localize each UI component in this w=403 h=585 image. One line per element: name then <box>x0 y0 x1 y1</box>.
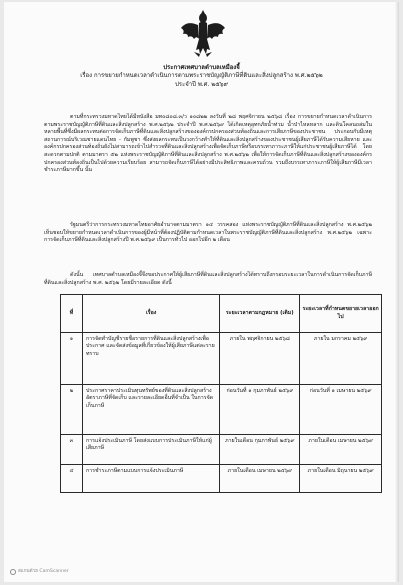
header-topic: เรื่อง <box>82 295 220 333</box>
paragraph-background: ตามที่กระทรวงมหาดไทยได้มีหนังสือ มท๐๘๐๘.๓/ว ๑๐๘๒๒ ลงวันที่ ๒๘ พฤศจิกายน ๒๕๖๘ เรื่อง การขยายกำหนดเวลาดำเนินการตามพระราชบัญญัติภาษีที่ดินและสิ่งปลูกสร้าง พ.ศ.๒๕๖๒ ประจำปี พ.ศ.๒๕๖๙ ได้เกิดเหตุอุทกภัยน้ำท่วม น้ำป่าไหลหลาก และดินโคลนถล่มในหลายพื้นที่ซึ่งมีผลกระทบต่อการจัดเก็บภาษีที่ดินและสิ่งปลูกสร้างขององค์กรปกครองส่วนท้องถิ่นและการเสียภาษีของประชาชน ประกอบกับมีเหตุสถานการณ์บริเวณชายแดนไทย - กัมพูชา ซึ่งส่งผลกระทบเป็นวงกว้างทำให้ที่ดินและสิ่งปลูกสร้างของประชาชนผู้เสียภาษีได้รับความเสียหาย และองค์กรปกครองส่วนท้องถิ่นยังไม่สามารถเข้าไปสำรวจที่ดินและสิ่งปลูกสร้างเพื่อจัดเก็บภาษีหรือบรรเทาภาระภาษีให้แก่ประชาชนผู้เสียภาษีได้ โดยสะดวกตามปกติ ตามมาตรา ๕๒ แห่งพระราชบัญญัติภาษีที่ดินและสิ่งปลูกสร้าง พ.ศ.๒๕๖๒ เพื่อให้การจัดเก็บภาษีที่ดินและสิ่งปลูกสร้างขององค์กรปกครองส่วนท้องถิ่นเป็นไปด้วยความเรียบร้อย สามารถจัดเก็บภาษีได้อย่างมีประสิทธิภาพและครบถ้วน รวมถึงบรรเทาภาระภาษีให้ผู้เสียภาษีมีเวลาชำระภาษีมากขึ้น นั้น <box>44 114 372 174</box>
row-topic: ประกาศราคาประเมินทุนทรัพย์ของที่ดินและสิ่งปลูกสร้าง อัตราภาษีที่จัดเก็บ และรายละเอียดอื่นที่จำเป็น ในการจัดเก็บภาษี <box>82 385 220 435</box>
row-original-period: ภายใน พฤศจิกายน ๒๕๖๘ <box>220 333 300 385</box>
table-row <box>61 435 382 465</box>
schedule-table <box>60 294 382 493</box>
row-topic: การแจ้งประเมินภาษี โดยส่งแบบการประเมินภาษีให้แก่ผู้เสียภาษี <box>82 435 220 465</box>
title-block <box>4 64 399 89</box>
table-row <box>61 465 382 493</box>
row-no: ๒ <box>61 385 83 435</box>
paragraph-announcement: ดังนั้น เทศบาลตำบลเหมืองจี้จึงขอประกาศให้ผู้เสียภาษีที่ดินและสิ่งปลูกสร้างได้ทราบถึงกรอบระยะเวลาในการดำเนินการจัดเก็บภาษีที่ดินและสิ่งปลูกสร้าง พ.ศ. ๒๕๖๒ โดยมีรายละเอียด ดังนี้ <box>44 272 372 286</box>
row-no: ๔ <box>61 465 83 493</box>
announcement-title: ประกาศเทศบาลตำบลเหมืองจี้ <box>163 64 240 71</box>
announcement-year: ประจำปี พ.ศ. ๒๕๖๙ <box>174 80 229 88</box>
scanner-watermark <box>10 568 69 575</box>
header-original-period: ระยะเวลาตามกฎหมาย (เดิม) <box>220 295 300 333</box>
row-no: ๓ <box>61 435 83 465</box>
row-original-period: ภายในเดือน กุมภาพันธ์ ๒๕๖๙ <box>220 435 300 465</box>
scanner-label: สแกนด้วย CamScanner <box>18 569 69 574</box>
row-extended-period: ภายในเดือน เมษายน ๒๕๖๙ <box>300 435 382 465</box>
row-no: ๑ <box>61 333 83 385</box>
row-extended-period: ภายใน มกราคม ๒๕๖๙ <box>300 333 382 385</box>
scan-edge-shadow <box>395 2 399 582</box>
garuda-emblem-icon <box>179 8 227 60</box>
announcement-subject: เรื่อง การขยายกำหนดเวลาดำเนินการตามพระราชบัญญัติภาษีที่ดินและสิ่งปลูกสร้าง พ.ศ.๒๕๖๒ <box>80 72 323 80</box>
paragraph-authority: รัฐมนตรีว่าการกระทรวงมหาดไทยอาศัยอำนาจตามมาตรา ๑๔ วรรคสอง แห่งพระราชบัญญัติภาษีที่ดินและสิ่งปลูกสร้าง พ.ศ.๒๕๖๒ เห็นชอบให้ขยายกำหนดเวลาดำเนินการของผู้มีหน้าที่ต้องปฏิบัติตามกำหนดเวลาในพระราชบัญญัติภาษีที่ดินและสิ่งปลูกสร้าง พ.ศ.๒๕๖๒ เฉพาะการจัดเก็บภาษีที่ดินและสิ่งปลูกสร้างปี พ.ศ.๒๕๖๙ เป็นการทั่วไป ออกไปอีก ๒ เดือน <box>44 222 372 244</box>
row-original-period: ก่อนวันที่ ๑ กุมภาพันธ์ ๒๕๖๙ <box>220 385 300 435</box>
row-topic: การชำระภาษีตามแบบการแจ้งประเมินภาษี <box>82 465 220 493</box>
table-row <box>61 333 382 385</box>
row-extended-period: ก่อนวันที่ ๑ เมษายน ๒๕๖๙ <box>300 385 382 435</box>
table-header-row <box>61 295 382 333</box>
document-page <box>4 2 399 582</box>
header-extended-period: ระยะเวลาที่กำหนดขยายเวลาออกไป <box>300 295 382 333</box>
camscanner-icon <box>10 569 16 575</box>
row-extended-period: ภายในเดือน มิถุนายน ๒๕๖๙ <box>300 465 382 493</box>
row-original-period: ภายในเดือน เมษายน ๒๕๖๙ <box>220 465 300 493</box>
header-no: ที่ <box>61 295 83 333</box>
row-topic: การจัดทำบัญชีรายชื่อรายการที่ดินและสิ่งปลูกสร้างเพื่อประกาศ และจัดส่งข้อมูลที่เกี่ยวข้องให้ผู้เสียภาษีแต่ละรายทราบ <box>82 333 220 385</box>
table-row <box>61 385 382 435</box>
